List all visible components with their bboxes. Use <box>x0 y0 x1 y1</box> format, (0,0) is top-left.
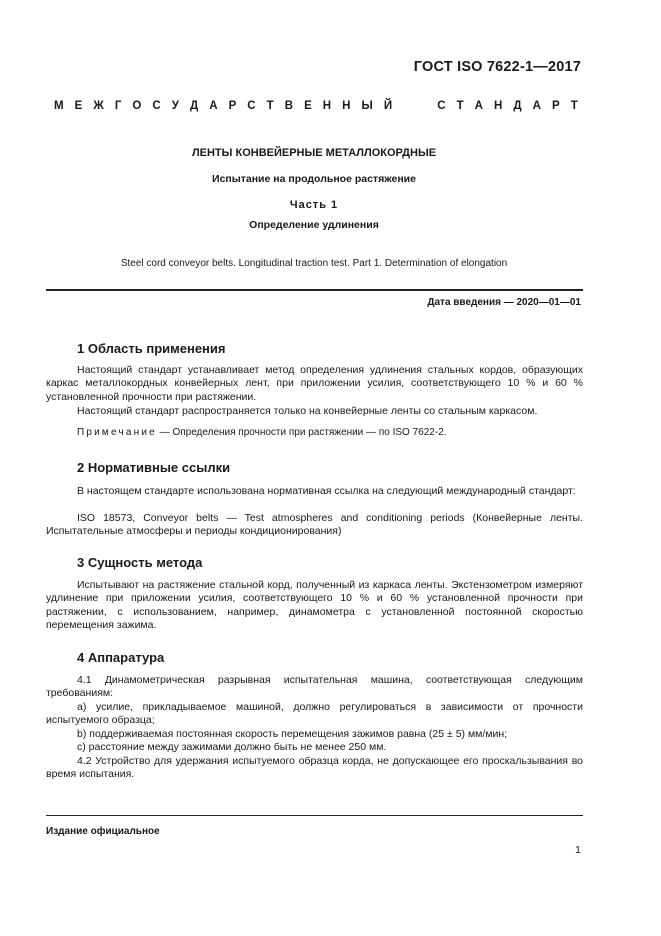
banner-letter: Д <box>189 100 199 112</box>
section-2-paragraph-1: В настоящем стандарте использована нормативная ссылка на следующий международный стандарт: <box>77 485 576 497</box>
section-4-item-4-2: 4.2 Устройство для удержания испытуемого образца корда, не допускающее его проскальзывания во время испытания. <box>46 755 583 781</box>
banner-letter <box>420 100 426 112</box>
banner-letter: Д <box>513 100 522 112</box>
banner-letter: Ж <box>93 100 104 112</box>
banner-letter: Н <box>322 100 332 112</box>
banner-letter: С <box>247 100 256 112</box>
section-1-paragraph-1: Настоящий стандарт устанавливает метод определения удлинения стальных кордов, образующих каркас металлокордных конвейерных лент, при приложении усилия, соответствующего 10 % и 60 % установленной прочности при растяжении. <box>46 364 583 403</box>
banner-letter: Н <box>342 100 351 112</box>
section-2-reference: ISO 18573, Conveyor belts — Test atmospheres and conditioning periods (Конвейерные ленты. Испытательные атмосферы и периоды кондиционирования) <box>46 512 583 538</box>
banner-letter: А <box>474 100 483 112</box>
introduction-date: Дата введения — 2020—01—01 <box>427 297 581 308</box>
section-heading-1: 1 Область применения <box>77 341 226 356</box>
section-4-item-b: b) поддерживаемая постоянная скорость перемещения зажимов равна (25 ± 5) мм/мин; <box>77 728 508 740</box>
banner-letter: А <box>209 100 218 112</box>
banner-letter: О <box>132 100 142 112</box>
section-heading-2: 2 Нормативные ссылки <box>77 460 231 475</box>
section-3-paragraph-1: Испытывают на растяжение стальной корд, полученный из каркаса ленты. Экстензометром измеряют удлинение при приложении усилия, соответствующего 10 % и 60 % установленной прочности при растяжении, с использованием, например, динамометра с установленной постоянной скоростью перемещения зажима. <box>46 579 583 632</box>
banner-letter: Г <box>114 100 122 112</box>
banner-letter: Е <box>74 100 83 112</box>
page-number: 1 <box>575 844 581 856</box>
part-title: Определение удлинения <box>249 219 379 231</box>
banner-letter: Й <box>383 100 393 112</box>
document-subtitle: Испытание на продольное растяжение <box>212 173 416 185</box>
banner-letter: В <box>284 100 294 112</box>
title-divider <box>46 289 583 291</box>
section-4-item-4-1: 4.1 Динамометрическая разрывная испытательная машина, соответствующая следующим требованиям: <box>46 674 583 700</box>
english-title: Steel cord conveyor belts. Longitudinal traction test. Part 1. Determination of elongation <box>120 258 508 269</box>
banner-letter: Р <box>552 100 560 112</box>
banner-letter: С <box>437 100 446 112</box>
banner-letter: У <box>171 100 179 112</box>
section-heading-3: 3 Сущность метода <box>77 555 203 570</box>
official-edition-label: Издание официальное <box>46 826 160 837</box>
banner-letter: С <box>152 100 161 112</box>
banner-letter: Т <box>456 100 464 112</box>
banner-letter: Е <box>304 100 312 112</box>
banner-letter: М <box>54 100 64 112</box>
part-label: Часть 1 <box>289 199 339 211</box>
banner-letter: Н <box>494 100 503 112</box>
banner-letter: Ы <box>361 100 373 112</box>
interstate-standard-banner <box>54 100 578 112</box>
banner-letter: Р <box>228 100 237 112</box>
banner-letter: Т <box>570 100 578 112</box>
section-1-note: Примечание — Определения прочности при растяжении — по ISO 7622-2. <box>77 427 447 438</box>
section-heading-4: 4 Аппаратура <box>77 650 165 665</box>
footer-divider <box>46 815 583 816</box>
section-4-item-a: а) усилие, прикладываемое машиной, должно регулироваться в зависимости от прочности испытуемого образца; <box>46 701 583 727</box>
section-1-paragraph-2: Настоящий стандарт распространяется только на конвейерные ленты со стальным каркасом. <box>77 405 538 417</box>
banner-letter: А <box>532 100 541 112</box>
banner-letter: Т <box>266 100 274 112</box>
document-title: ЛЕНТЫ КОНВЕЙЕРНЫЕ МЕТАЛЛОКОРДНЫЕ <box>191 147 437 159</box>
section-4-item-c: c) расстояние между зажимами должно быть не менее 250 мм. <box>77 741 387 753</box>
banner-letter <box>403 100 409 112</box>
document-code: ГОСТ ISO 7622-1—2017 <box>413 59 581 75</box>
